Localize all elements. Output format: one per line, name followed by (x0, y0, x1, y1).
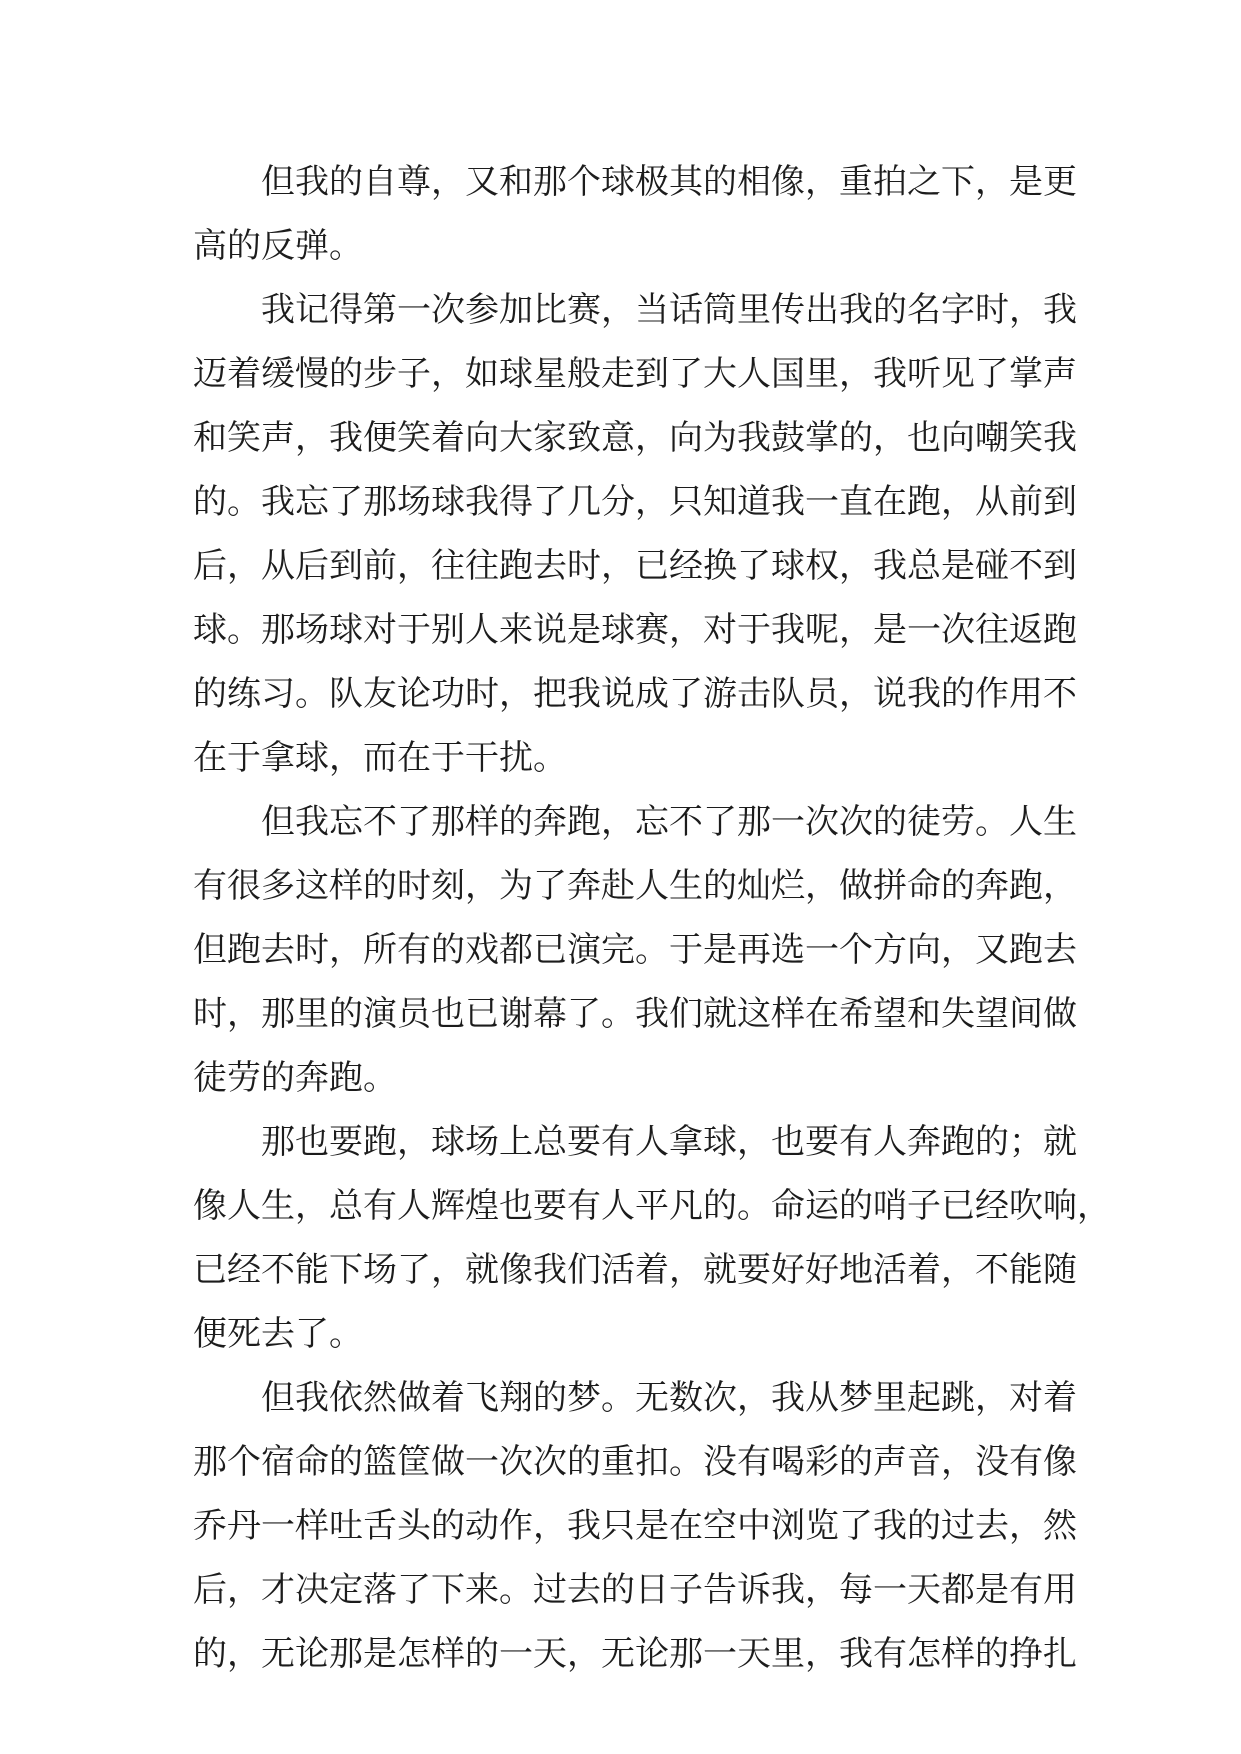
text-line: 后，从后到前，往往跑去时，已经换了球权，我总是碰不到 (193, 546, 1077, 586)
text-line: 时，那里的演员也已谢幕了。我们就这样在希望和失望间做 (193, 994, 1077, 1034)
paragraph (193, 1366, 1077, 1686)
paragraph (193, 278, 1077, 790)
paragraph (193, 790, 1077, 1110)
text-line: 但我依然做着飞翔的梦。无数次，我从梦里起跳，对着 (261, 1378, 1077, 1418)
text-line: 在于拿球，而在于干扰。 (193, 738, 567, 778)
text-line: 已经不能下场了，就像我们活着，就要好好地活着，不能随 (193, 1250, 1077, 1290)
text-line: 的练习。队友论功时，把我说成了游击队员，说我的作用不 (193, 674, 1077, 714)
paragraph (193, 1110, 1111, 1366)
text-line: 的，无论那是怎样的一天，无论那一天里，我有怎样的挣扎 (193, 1634, 1077, 1674)
body-text (193, 150, 1111, 1686)
text-line: 我记得第一次参加比赛，当话筒里传出我的名字时，我 (261, 290, 1077, 330)
text-line: 和笑声，我便笑着向大家致意，向为我鼓掌的，也向嘲笑我 (193, 418, 1077, 458)
text-line: 迈着缓慢的步子，如球星般走到了大人国里，我听见了掌声 (193, 354, 1077, 394)
text-line: 的。我忘了那场球我得了几分，只知道我一直在跑，从前到 (193, 482, 1077, 522)
text-line: 有很多这样的时刻，为了奔赴人生的灿烂，做拼命的奔跑， (193, 866, 1077, 906)
text-line: 像人生，总有人辉煌也要有人平凡的。命运的哨子已经吹响， (193, 1186, 1111, 1226)
text-line: 便死去了。 (193, 1314, 363, 1354)
text-line: 徒劳的奔跑。 (193, 1058, 397, 1098)
text-line: 但我忘不了那样的奔跑，忘不了那一次次的徒劳。人生 (261, 802, 1077, 842)
paragraph (193, 150, 1077, 278)
text-line: 那也要跑，球场上总要有人拿球，也要有人奔跑的；就 (261, 1122, 1077, 1162)
text-line: 但我的自尊，又和那个球极其的相像，重拍之下，是更 (261, 162, 1077, 202)
text-line: 乔丹一样吐舌头的动作，我只是在空中浏览了我的过去，然 (193, 1506, 1077, 1546)
text-line: 球。那场球对于别人来说是球赛，对于我呢，是一次往返跑 (193, 610, 1077, 650)
text-line: 但跑去时，所有的戏都已演完。于是再选一个方向，又跑去 (193, 930, 1077, 970)
text-line: 高的反弹。 (193, 226, 363, 266)
text-line: 那个宿命的篮筐做一次次的重扣。没有喝彩的声音，没有像 (193, 1442, 1077, 1482)
text-line: 后，才决定落了下来。过去的日子告诉我，每一天都是有用 (193, 1570, 1077, 1610)
